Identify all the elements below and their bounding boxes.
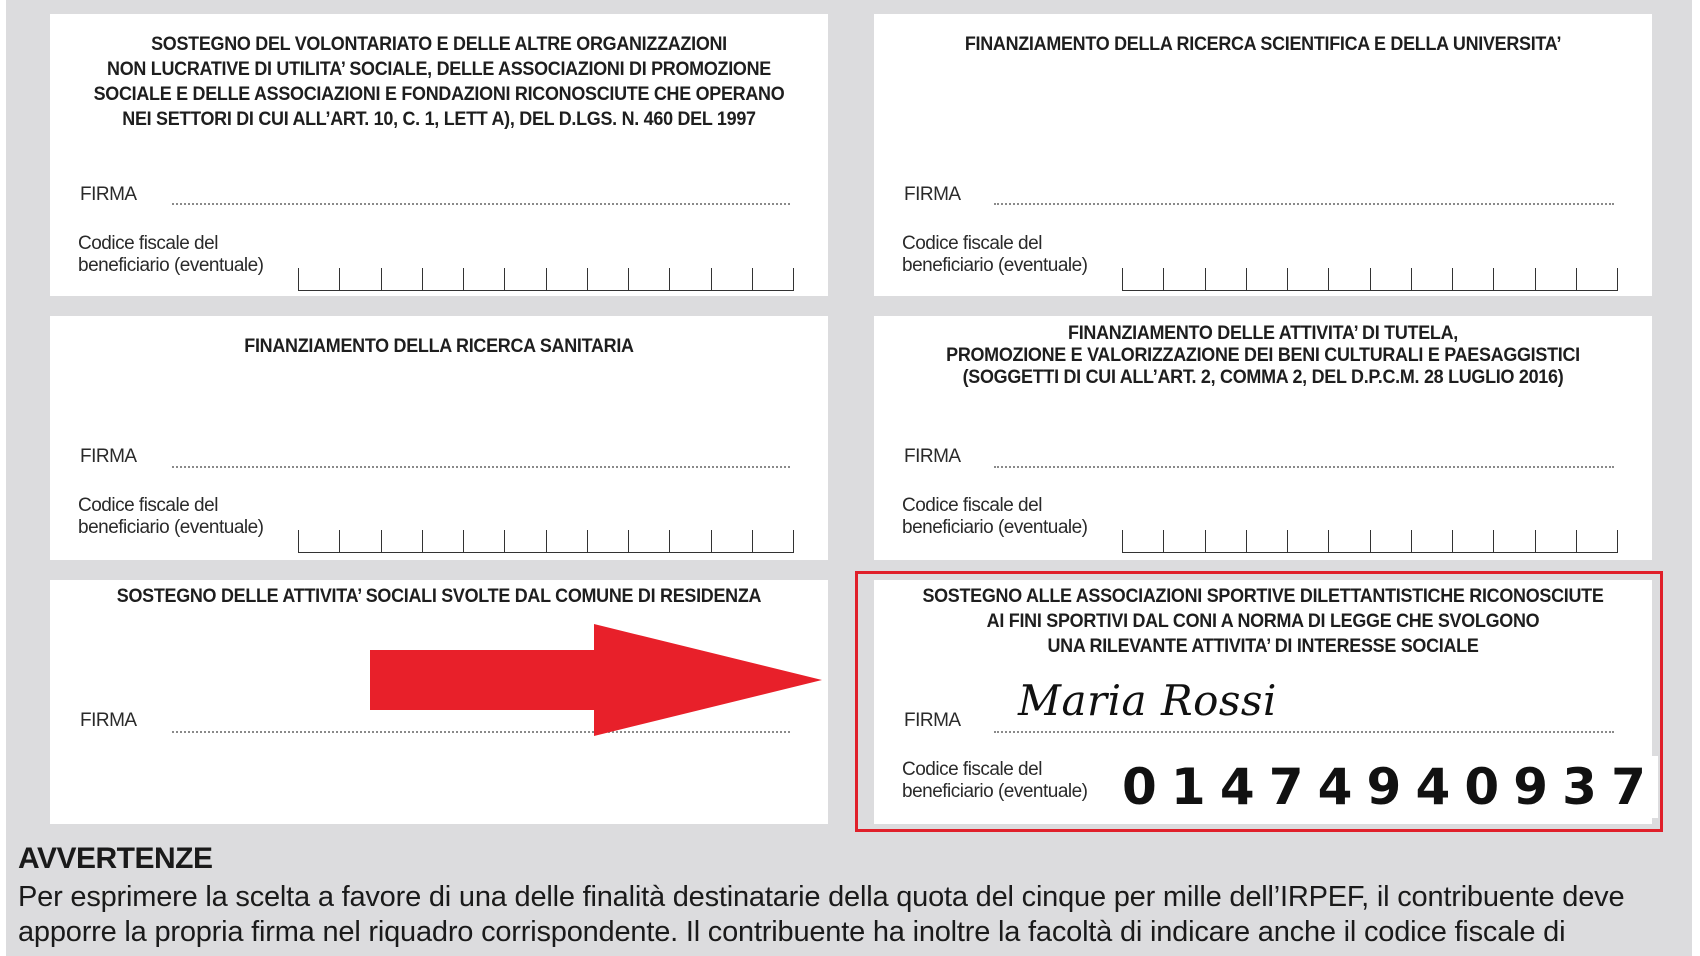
box-volontariato [50, 14, 828, 296]
codice-fiscale-label: Codice fiscale del beneficiario (eventuale) [78, 495, 264, 538]
warning-text: Per esprimere la scelta a favore di una delle finalità destinatarie della quota del cinque per mille dell’IRPEF, il contribuente deve apporre la propria firma nel riquadro corrispondente. Il contribuente ha inoltre la facoltà di indicare anche il codice fiscale di [18, 881, 1625, 948]
codice-fiscale-label: Codice fiscale del beneficiario (eventuale) [902, 759, 1088, 802]
codice-fiscale-input[interactable] [1122, 254, 1618, 291]
box-title: SOSTEGNO DEL VOLONTARIATO E DELLE ALTRE ORGANIZZAZIONI NON LUCRATIVE DI UTILITA’ SOCIALE, DELLE ASSOCIAZIONI DI PROMOZIONE SOCIALE E DELLE ASSOCIAZIONI E FONDAZIONI RICONOSCIUTE CHE OPERANO NEI SETTORI DI CUI ALL’ART. 10, C. 1, LETT A), DEL D.LGS. N. 460 DEL 1997 [93, 33, 785, 130]
box-title: FINANZIAMENTO DELLA RICERCA SANITARIA [244, 335, 634, 357]
box-title: FINANZIAMENTO DELLA RICERCA SCIENTIFICA E DELLA UNIVERSITA’ [964, 33, 1562, 55]
box-title: SOSTEGNO DELLE ATTIVITA’ SOCIALI SVOLTE DAL COMUNE DI RESIDENZA [116, 585, 762, 607]
cf-digit: 1 [1170, 758, 1206, 816]
firma-signature-line[interactable] [994, 203, 1614, 205]
warning-title: AVVERTENZE [18, 842, 213, 875]
cf-digit: 9 [1513, 758, 1549, 816]
firma-label: FIRMA [904, 446, 961, 467]
codice-fiscale-label: Codice fiscale del beneficiario (eventuale) [902, 495, 1088, 538]
codice-fiscale-input[interactable] [298, 254, 794, 291]
cf-digit: 4 [1415, 758, 1451, 816]
firma-signature-line[interactable] [172, 203, 790, 205]
cf-digit: 4 [1219, 758, 1255, 816]
cf-digit: 7 [1611, 758, 1646, 816]
codice-fiscale-input[interactable] [1122, 516, 1618, 553]
codice-fiscale-label: Codice fiscale del beneficiario (eventuale) [902, 233, 1088, 276]
firma-signature-line[interactable] [994, 466, 1614, 468]
box-title: SOSTEGNO ALLE ASSOCIAZIONI SPORTIVE DILETTANTISTICHE RICONOSCIUTE AI FINI SPORTIVI DAL CONI A NORMA DI LEGGE CHE SVOLGONO UNA RILEVANTE ATTIVITA’ DI INTERESSE SOCIALE [922, 585, 1604, 657]
box-beni-culturali [874, 316, 1652, 560]
box-ricerca-sanitaria [50, 316, 828, 560]
highlight-frame [855, 571, 1663, 832]
arrow-shape [370, 624, 822, 736]
firma-label: FIRMA [80, 710, 137, 731]
firma-label: FIRMA [904, 710, 961, 731]
firma-signature-line[interactable] [172, 466, 790, 468]
page-left-margin [0, 0, 6, 956]
firma-label: FIRMA [80, 446, 137, 467]
cf-digit: 4 [1317, 758, 1353, 816]
handwritten-signature: Maria Rossi [1018, 676, 1277, 725]
cf-digit: 3 [1562, 758, 1597, 816]
firma-label: FIRMA [80, 184, 137, 205]
page-right-margin [1692, 0, 1700, 956]
codice-fiscale-label: Codice fiscale del beneficiario (eventuale) [78, 233, 264, 276]
box-ricerca-scientifica [874, 14, 1652, 296]
box-title: FINANZIAMENTO DELLE ATTIVITA’ DI TUTELA, PROMOZIONE E VALORIZZAZIONE DEI BENI CULTURALI E PAESAGGISTICI (SOGGETTI DI CUI ALL’ART. 2, COMMA 2, DEL D.P.C.M. 28 LUGLIO 2016) [946, 322, 1580, 388]
cf-digit: 0 [1464, 758, 1500, 816]
cf-digit: 0 [1122, 758, 1157, 816]
cf-digit: 9 [1366, 758, 1402, 816]
cf-digit: 7 [1268, 758, 1304, 816]
codice-fiscale-input[interactable] [298, 516, 794, 553]
red-arrow-icon [370, 624, 826, 736]
firma-label: FIRMA [904, 184, 961, 205]
